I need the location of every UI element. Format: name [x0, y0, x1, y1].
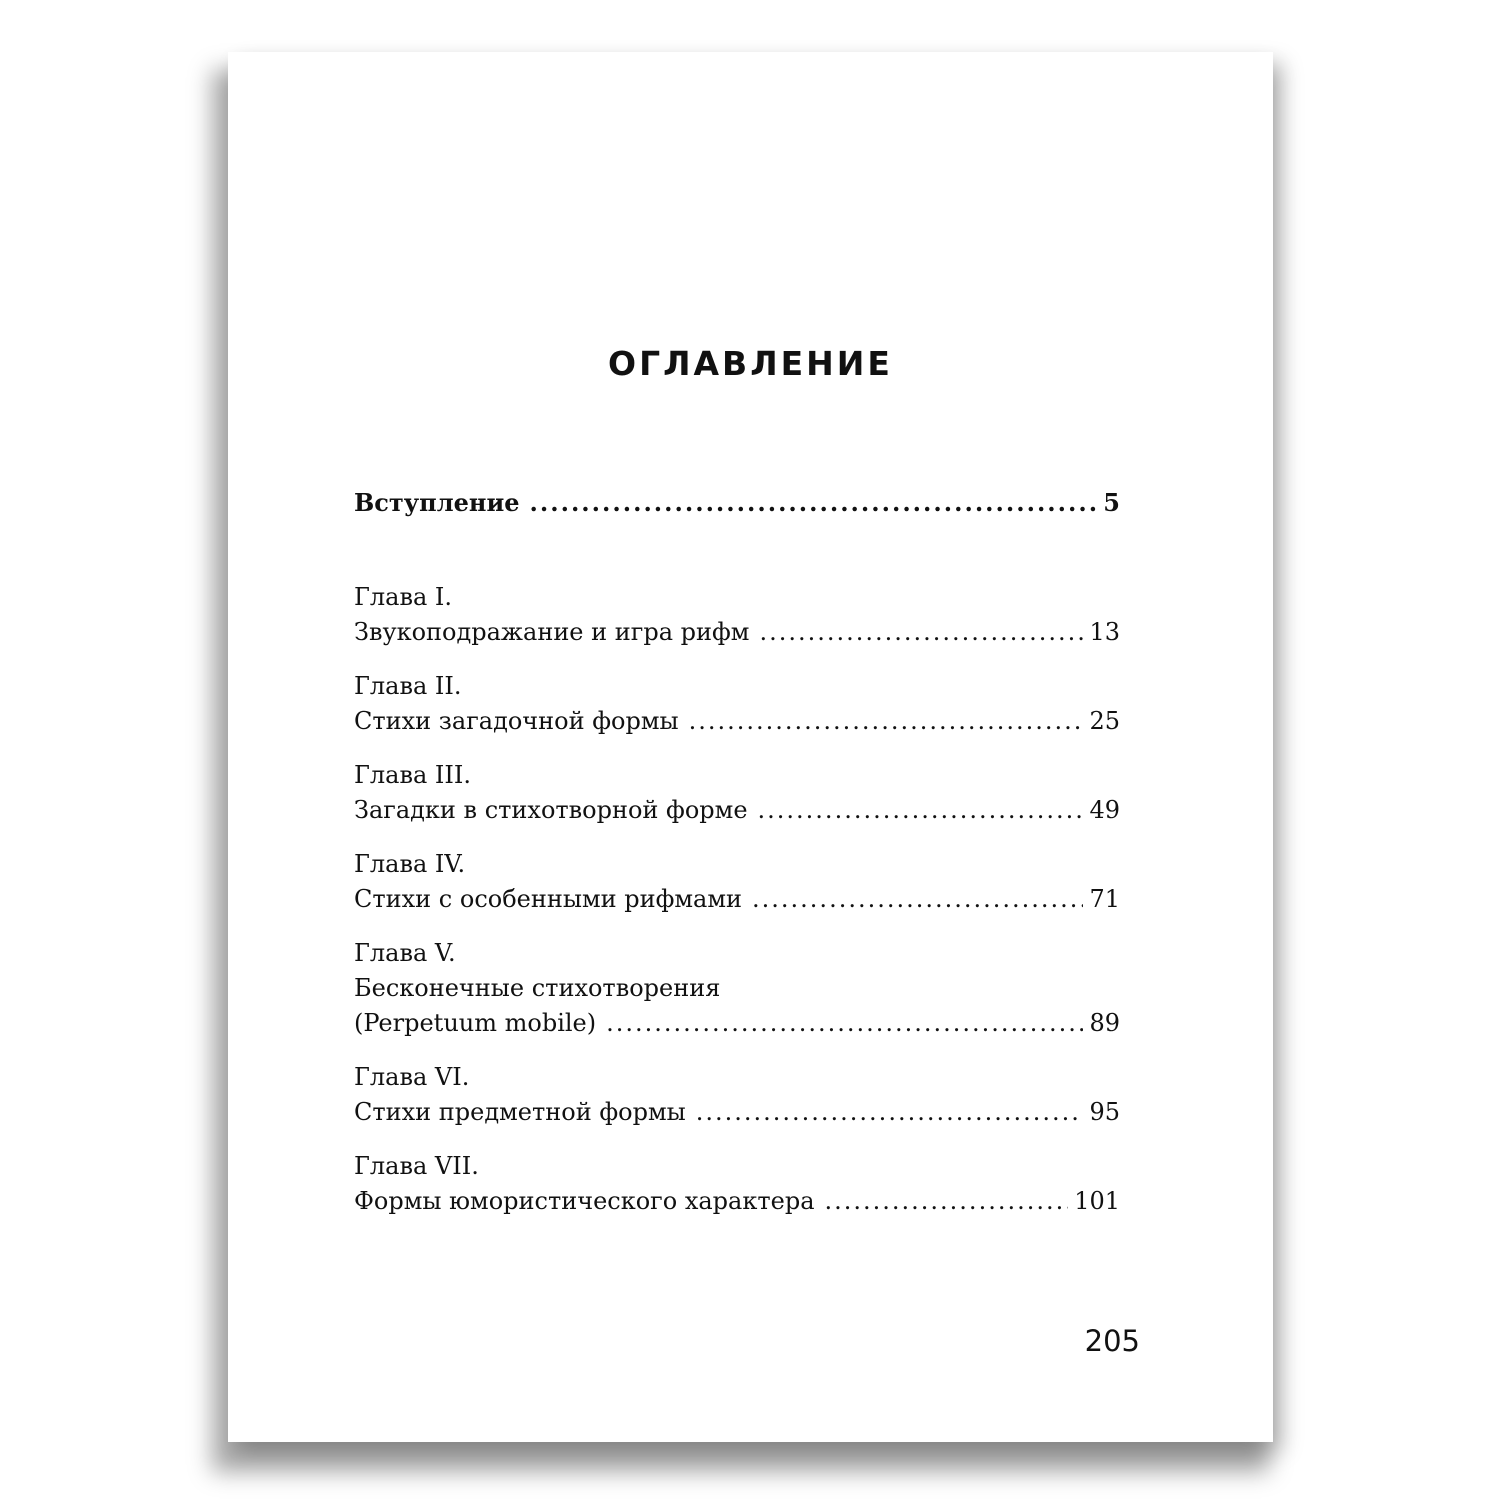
toc-chapter [354, 580, 1120, 650]
toc-entry [354, 793, 1120, 828]
chapter-heading: Глава III. [354, 761, 471, 789]
toc-entry [354, 615, 1120, 650]
toc-entry [354, 1095, 1120, 1130]
chapter-title: Загадки в стихотворной форме [354, 796, 748, 824]
toc-page-number: 71 [1089, 885, 1120, 913]
toc-page-number: 25 [1089, 707, 1120, 735]
toc-chapter [354, 669, 1120, 739]
chapter-title: Стихи предметной формы [354, 1098, 686, 1126]
chapter-heading: Глава I. [354, 583, 453, 611]
toc-page-number: 13 [1089, 618, 1120, 646]
chapter-title: Звукоподражание и игра рифм [354, 618, 750, 646]
dot-leader [530, 485, 1098, 520]
page-title: ОГЛАВЛЕНИЕ [608, 344, 893, 383]
toc-chapter [354, 936, 1120, 1041]
toc-entry [354, 704, 1120, 739]
chapter-title: Бесконечные стихотворения [354, 974, 721, 1002]
folio-page-number: 205 [1084, 1324, 1140, 1358]
toc-entry [354, 1006, 1120, 1041]
toc-chapter [354, 1149, 1120, 1219]
chapter-title: Стихи загадочной формы [354, 707, 679, 735]
toc-intro [354, 485, 1120, 520]
toc-entry-intro [354, 485, 1120, 520]
dot-leader [752, 882, 1083, 917]
toc-chapter [354, 847, 1120, 917]
toc-page-number: 89 [1089, 1009, 1120, 1037]
toc-entry [354, 882, 1120, 917]
toc-page-number: 5 [1103, 488, 1120, 517]
toc-page-number: 101 [1074, 1187, 1120, 1215]
dot-leader [606, 1006, 1083, 1041]
chapter-heading: Глава VII. [354, 1152, 479, 1180]
toc-chapters [354, 580, 1120, 1219]
dot-leader [696, 1095, 1084, 1130]
toc-entry-label: Вступление [354, 488, 520, 517]
chapter-heading: Глава V. [354, 939, 456, 967]
dot-leader [689, 704, 1084, 739]
chapter-heading: Глава VI. [354, 1063, 470, 1091]
chapter-title-continued: (Perpetuum mobile) [354, 1009, 597, 1037]
book-page [228, 52, 1273, 1442]
toc-page-number: 95 [1089, 1098, 1120, 1126]
chapter-title: Формы юмористического характера [354, 1187, 815, 1215]
chapter-heading: Глава IV. [354, 850, 466, 878]
dot-leader [758, 793, 1084, 828]
dot-leader [825, 1184, 1069, 1219]
toc-chapter [354, 758, 1120, 828]
toc-page-number: 49 [1089, 796, 1120, 824]
toc-chapter [354, 1060, 1120, 1130]
dot-leader [759, 615, 1083, 650]
chapter-heading: Глава II. [354, 672, 462, 700]
chapter-title: Стихи с особенными рифмами [354, 885, 743, 913]
toc-entry [354, 1184, 1120, 1219]
